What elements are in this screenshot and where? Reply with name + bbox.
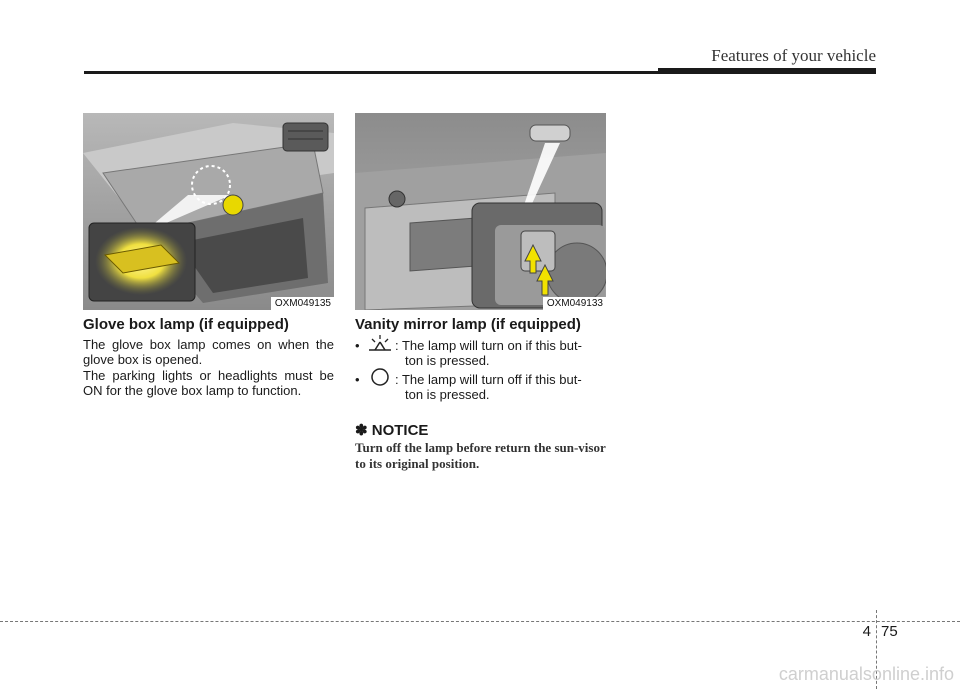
- paragraph: The parking lights or headlights must be ON for the glove box lamp to function.: [83, 368, 334, 398]
- notice-text: Turn off the lamp before return the sun-visor to its original position.: [355, 440, 606, 471]
- header-rule-accent: [658, 68, 876, 74]
- footer-rule: [0, 621, 960, 622]
- bullet-item: [355, 338, 606, 370]
- vanity-mirror-illustration: [355, 113, 606, 310]
- notice-title: ✽ NOTICE: [355, 422, 429, 439]
- figure-code: OXM049133: [543, 297, 606, 310]
- bullet-item: [355, 372, 606, 404]
- glove-box-illustration: [83, 113, 334, 310]
- bullet-text-line: ton is pressed.: [405, 387, 490, 402]
- glove-box-figure: [83, 113, 334, 310]
- bullet-dot: •: [355, 372, 360, 387]
- bullet-text-line: : The lamp will turn on if this but-: [395, 338, 582, 353]
- bullet-text-line: ton is pressed.: [405, 353, 490, 368]
- lamp-on-icon: [367, 334, 393, 357]
- bullet-text-line: : The lamp will turn off if this but-: [395, 372, 582, 387]
- bullet-dot: •: [355, 338, 360, 353]
- paragraph: The glove box lamp comes on when the glove box is opened.: [83, 337, 334, 367]
- section-title-glove-box: Glove box lamp (if equipped): [83, 316, 289, 333]
- figure-code: OXM049135: [271, 297, 334, 310]
- page-number: 75: [881, 623, 898, 640]
- section-title-vanity-mirror: Vanity mirror lamp (if equipped): [355, 316, 581, 333]
- vanity-mirror-figure: [355, 113, 606, 310]
- header-title: Features of your vehicle: [711, 46, 876, 65]
- lamp-off-icon: [367, 368, 393, 391]
- bullet-text: [395, 338, 606, 368]
- chapter-number: 4: [862, 623, 871, 640]
- bullet-text: [395, 372, 606, 402]
- watermark: carmanualsonline.info: [778, 664, 954, 684]
